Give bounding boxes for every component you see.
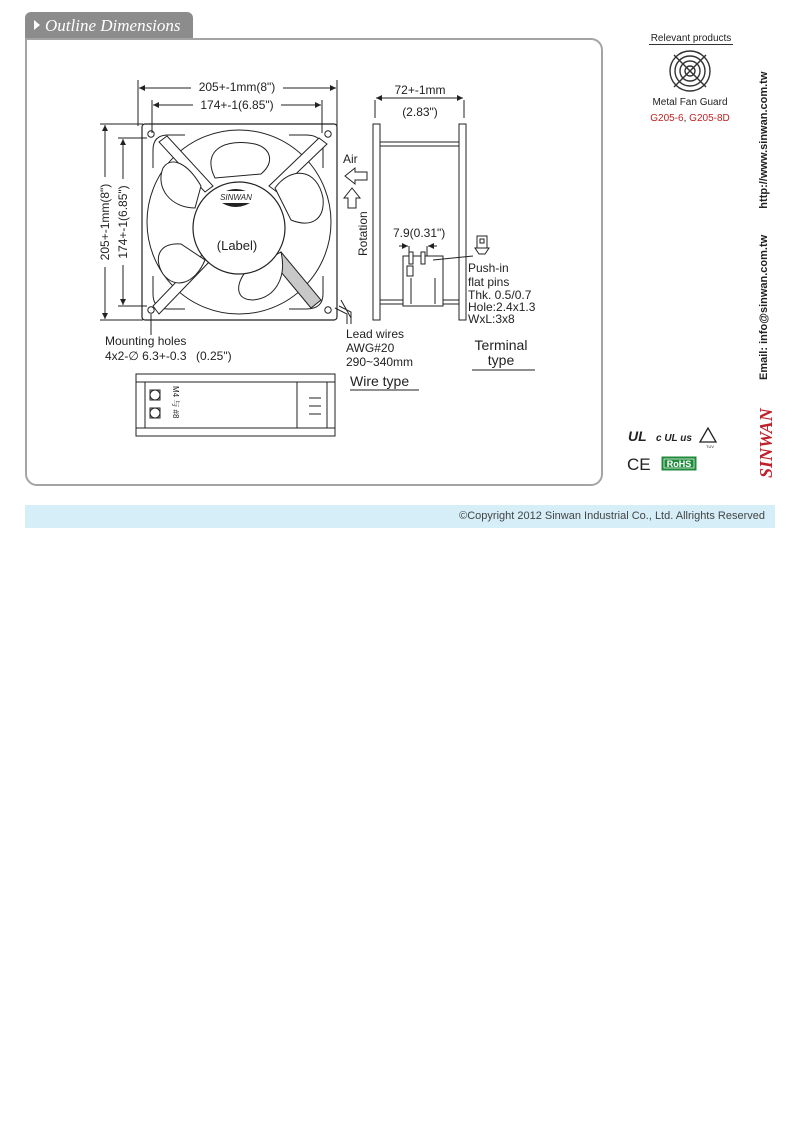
website-link[interactable]: http://www.sinwan.com.tw <box>758 71 770 209</box>
mounting-holes-title: Mounting holes <box>105 334 187 348</box>
relevant-product-models <box>640 113 740 124</box>
model-link[interactable]: G205-8D <box>689 113 730 124</box>
hub-brand-text: SINWAN <box>220 193 252 202</box>
pin-spacing-label: 7.9(0.31") <box>393 226 446 240</box>
width-outer-label: 205+-1mm(8") <box>198 80 276 94</box>
depth-inch-label: (2.83") <box>402 105 438 119</box>
height-inner-label: 174+-1(6.85") <box>116 185 130 259</box>
lead-wires-length: 290~340mm <box>346 355 414 369</box>
depth-mm-label: 72+-1mm <box>394 83 446 97</box>
mounting-holes-size: 4x2-∅ 6.3+-0.3 <box>105 349 187 363</box>
cert-cul: c UL us <box>656 433 692 444</box>
lead-wires-gauge: AWG#20 <box>346 341 395 355</box>
terminal-spec-line: Thk. 0.5/0.7 <box>468 288 532 302</box>
label-text: (Label) <box>216 238 258 253</box>
mounting-hole <box>325 307 331 313</box>
cul-mark-icon <box>656 433 692 444</box>
arrow-left-icon <box>345 168 367 184</box>
terminal-spec-line: Push-in <box>468 261 509 275</box>
terminal-spec-line: flat pins <box>468 275 510 289</box>
section-title: Outline Dimensions <box>45 16 181 35</box>
footer-bar <box>25 505 775 528</box>
cert-ce: CE <box>627 455 651 474</box>
terminal-caption-line2: type <box>487 352 515 368</box>
certification-marks <box>626 424 714 474</box>
fan-guard-icon[interactable] <box>666 48 714 94</box>
brand-logo: SINWAN <box>756 408 776 478</box>
mounting-hole <box>148 307 154 313</box>
model-separator: , <box>683 113 690 124</box>
outline-drawing <box>25 38 603 486</box>
mounting-hole <box>325 131 331 137</box>
fan-front-view <box>142 124 337 320</box>
arrow-up-icon <box>344 188 360 208</box>
tuv-mark-icon <box>700 428 716 449</box>
mounting-holes-inch: (0.25") <box>196 349 232 363</box>
model-link[interactable]: G205-6 <box>650 113 684 124</box>
relevant-products-title: Relevant products <box>650 33 732 44</box>
wire-type-caption: Wire type <box>350 373 410 389</box>
bottom-view-label: M4 与 #8 <box>171 386 180 419</box>
fan-bottom-view <box>136 374 335 436</box>
cert-ul: UL <box>628 428 647 444</box>
terminal-spec-line: Hole:2.4x1.3 <box>468 300 536 314</box>
rotation-label: Rotation <box>356 211 370 256</box>
rohs-mark-icon <box>662 457 696 470</box>
mounting-hole <box>148 131 154 137</box>
lead-wires-title: Lead wires <box>346 327 405 341</box>
terminal-spec-line: WxL:3x8 <box>468 312 515 326</box>
cert-tuv: TUV <box>706 444 714 449</box>
triangle-right-icon <box>34 20 40 30</box>
cert-rohs: RoHS <box>666 459 692 469</box>
height-outer-label: 205+-1mm(8") <box>98 183 112 261</box>
ul-mark-icon <box>628 428 647 444</box>
email-link[interactable]: Email: info@sinwan.com.tw <box>758 234 770 380</box>
width-inner-label: 174+-1(6.85") <box>200 98 274 112</box>
section-tab <box>25 12 193 40</box>
ce-mark-icon <box>627 455 651 474</box>
copyright-text: ©Copyright 2012 Sinwan Industrial Co., Ltd. Allrights Reserved <box>459 510 765 522</box>
contact-info <box>758 50 774 380</box>
terminal-caption-line1: Terminal <box>474 337 528 353</box>
air-label: Air <box>343 152 358 166</box>
relevant-product-name: Metal Fan Guard <box>652 97 728 108</box>
